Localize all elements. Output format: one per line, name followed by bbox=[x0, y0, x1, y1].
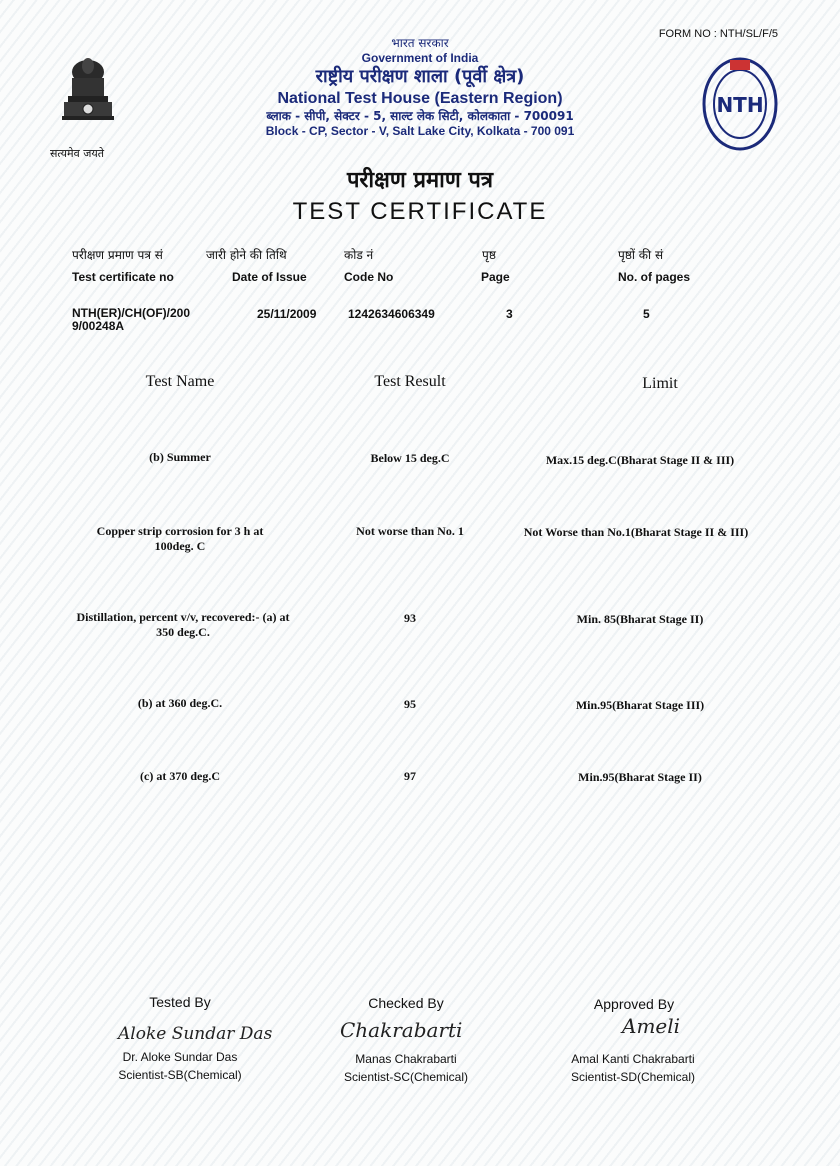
row-5-limit: Min.95(Bharat Stage II) bbox=[578, 770, 702, 784]
row-4-limit: Min.95(Bharat Stage III) bbox=[575, 698, 705, 712]
column-test-name: Test Name bbox=[145, 373, 215, 390]
date-label-hindi: जारी होने की तिथि bbox=[206, 248, 287, 262]
page-title: TEST CERTIFICATE bbox=[292, 198, 548, 225]
cert-no-value-line1: NTH(ER)/CH(OF)/200 bbox=[72, 306, 191, 320]
page-label: Page bbox=[481, 270, 510, 284]
code-label: Code No bbox=[344, 270, 394, 284]
row-4-result: 95 bbox=[404, 697, 416, 711]
gov-english: Government of India bbox=[361, 51, 479, 65]
column-limit: Limit bbox=[642, 375, 678, 392]
row-4-name: (b) at 360 deg.C. bbox=[137, 696, 223, 710]
approved-by-block bbox=[538, 1050, 728, 1086]
row-1-result: Below 15 deg.C bbox=[370, 451, 450, 465]
tested-by-label: Tested By bbox=[149, 994, 211, 1010]
row-5-result: 97 bbox=[404, 769, 416, 783]
checked-by-title: Scientist-SC(Chemical) bbox=[343, 1070, 469, 1084]
row-3-name: Distillation, percent v/v, recovered:- (a) at 350 deg.C. bbox=[76, 610, 290, 639]
gov-hindi: भारत सरकार bbox=[391, 36, 449, 50]
checked-by-label: Checked By bbox=[368, 995, 444, 1011]
row-2-name: Copper strip corrosion for 3 h at 100deg. C bbox=[96, 524, 264, 553]
cert-no-value bbox=[72, 307, 190, 332]
code-value: 1242634606349 bbox=[348, 307, 435, 321]
address-english: Block - CP, Sector - V, Salt Lake City, Kolkata - 700 091 bbox=[265, 123, 575, 138]
organisation-header bbox=[200, 36, 640, 139]
approved-by-name: Amal Kanti Chakrabarti bbox=[571, 1052, 695, 1066]
row-3-limit: Min. 85(Bharat Stage II) bbox=[576, 612, 704, 626]
row-1-limit: Max.15 deg.C(Bharat Stage II & III) bbox=[545, 453, 735, 467]
pages-label: No. of pages bbox=[618, 270, 691, 284]
approved-by-title: Scientist-SD(Chemical) bbox=[570, 1070, 696, 1084]
svg-text:NTH: NTH bbox=[716, 93, 764, 117]
org-hindi: राष्ट्रीय परीक्षण शाला (पूर्वी क्षेत्र) bbox=[315, 66, 525, 87]
pages-value: 5 bbox=[643, 307, 650, 321]
row-3-result: 93 bbox=[404, 611, 416, 625]
address-hindi: ब्लाक - सीपी, सेक्टर - 5, साल्ट लेक सिटी, कोलकाता - 700091 bbox=[266, 108, 574, 123]
title-hindi: परीक्षण प्रमाण पत्र bbox=[346, 168, 494, 193]
form-number: FORM NO : NTH/SL/F/5 bbox=[658, 28, 778, 40]
row-1-name: (b) Summer bbox=[149, 450, 211, 464]
cert-no-value-line2: 9/00248A bbox=[72, 318, 125, 333]
tested-by-title: Scientist-SB(Chemical) bbox=[118, 1068, 242, 1082]
approved-by-label: Approved By bbox=[593, 996, 675, 1012]
cert-no-label-hindi: परीक्षण प्रमाण पत्र सं bbox=[72, 248, 163, 262]
org-english: National Test House (Eastern Region) bbox=[277, 89, 563, 107]
pages-label-hindi: पृष्ठों की सं bbox=[618, 248, 664, 262]
date-label: Date of Issue bbox=[232, 270, 307, 284]
checked-by-name: Manas Chakrabarti bbox=[355, 1052, 457, 1066]
tested-by-signature: Aloke Sundar Das bbox=[118, 1024, 273, 1044]
approved-by-signature: Ameli bbox=[622, 1014, 681, 1038]
page-value: 3 bbox=[506, 307, 513, 321]
column-test-result: Test Result bbox=[374, 373, 446, 390]
code-label-hindi: कोड नं bbox=[344, 248, 374, 262]
cert-no-label: Test certificate no bbox=[72, 270, 174, 284]
checked-by-block bbox=[316, 1050, 496, 1086]
nth-seal-icon bbox=[700, 52, 780, 152]
emblem-motto: सत्यमेव जयते bbox=[50, 147, 105, 160]
checked-by-signature: Chakrabarti bbox=[340, 1018, 463, 1042]
row-2-limit: Not Worse than No.1(Bharat Stage II & III) bbox=[523, 525, 749, 539]
page-label-hindi: पृष्ठ bbox=[482, 248, 496, 262]
date-value: 25/11/2009 bbox=[257, 307, 317, 321]
row-5-name: (c) at 370 deg.C bbox=[140, 769, 220, 783]
row-2-result: Not worse than No. 1 bbox=[356, 524, 464, 538]
tested-by-name: Dr. Aloke Sundar Das bbox=[122, 1050, 238, 1064]
tested-by-block bbox=[90, 1048, 270, 1084]
national-emblem-icon bbox=[58, 54, 118, 138]
